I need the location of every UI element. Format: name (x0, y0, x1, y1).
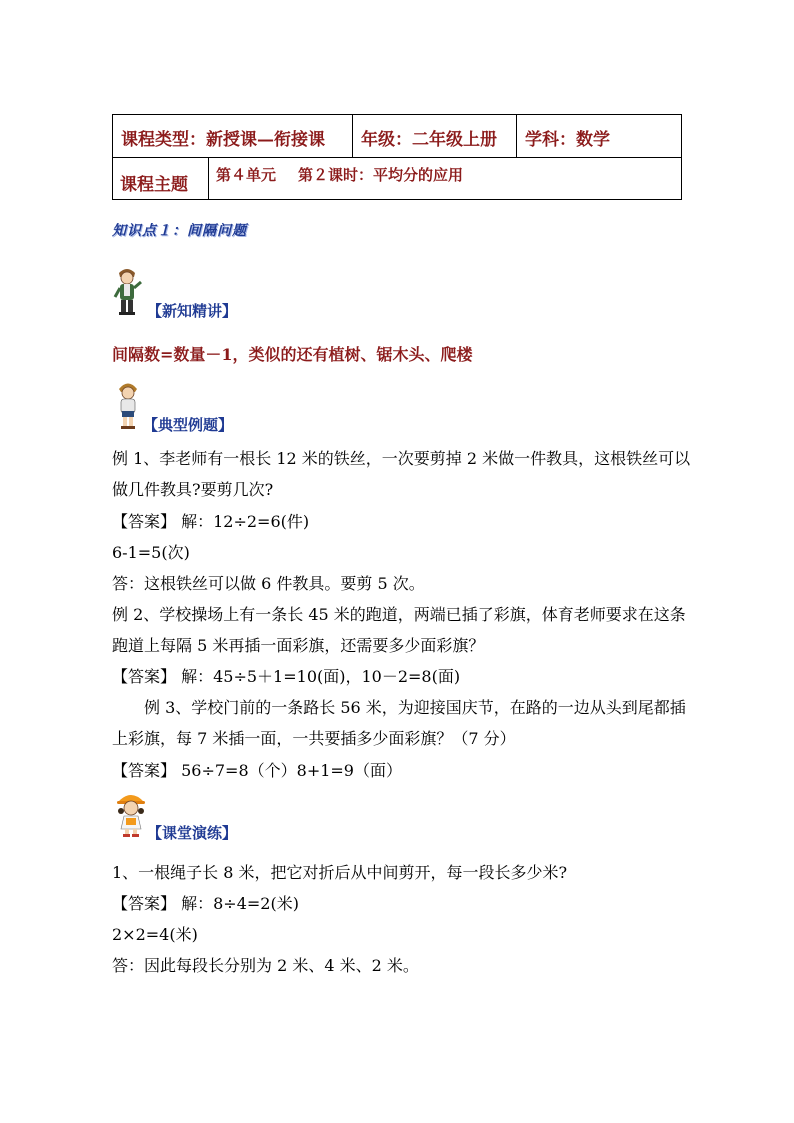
girl-figure-icon (112, 788, 150, 838)
example1-question-line2: 做几件教具?要剪几次? (112, 480, 274, 499)
example3-question-line2: 上彩旗，每 7 米插一面，一共要插多少面彩旗？（7 分） (112, 729, 516, 748)
example1-answer-line3: 答：这根铁丝可以做 6 件教具。要剪 5 次。 (112, 574, 425, 593)
answer-tag: 【答案】 (112, 667, 177, 686)
section-new-knowledge: 【新知精讲】 (147, 302, 238, 320)
section-examples: 【典型例题】 (143, 416, 234, 434)
example1-answer-line1: 解：12÷2=6(件) (176, 512, 310, 531)
example1-question-line1: 例 1、李老师有一根长 12 米的铁丝，一次要剪掉 2 米做一件教具，这根铁丝可以 (112, 449, 691, 468)
example1-answer (112, 509, 309, 532)
practice1-answer-line1: 解：8÷4=2(米) (176, 894, 299, 913)
practice1-answer-line3: 答：因此每段长分别为 2 米、4 米、2 米。 (112, 956, 419, 975)
example2-answer (112, 664, 460, 687)
practice1-question: 1、一根绳子长 8 米，把它对折后从中间剪开，每一段长多少米? (112, 863, 568, 882)
answer-tag: 【答案】 (112, 761, 177, 780)
grade: 年级：二年级上册 (353, 115, 517, 157)
topic-label: 课程主题 (113, 158, 209, 199)
student-figure-icon (112, 378, 144, 430)
practice1-answer-line2: 2×2=4(米) (112, 925, 198, 944)
example1-answer-line2: 6-1=5(次) (112, 543, 190, 562)
answer-tag: 【答案】 (112, 512, 177, 531)
header-row-2 (113, 158, 681, 199)
example3-answer-line1: 56÷7=8（个）8+1=9（面） (176, 761, 402, 780)
course-type: 课程类型：新授课—衔接课 (113, 115, 353, 157)
header-table (112, 114, 682, 200)
example3-question-line1: 例 3、学校门前的一条路长 56 米，为迎接国庆节，在路的一边从头到尾都插 (144, 698, 686, 717)
topic-lesson: 第２课时：平均分的应用 (298, 166, 464, 184)
teacher-figure-icon (110, 264, 144, 316)
subject: 学科：数学 (525, 130, 610, 150)
example3-answer (112, 758, 402, 781)
topic-unit: 第４单元 (216, 166, 277, 184)
header-row-1 (113, 115, 681, 158)
section-practice: 【课堂演练】 (147, 824, 238, 842)
example2-answer-line1: 解：45÷5＋1=10(面)，10－2=8(面) (176, 667, 461, 686)
answer-tag: 【答案】 (112, 894, 177, 913)
example2-question-line1: 例 2、学校操场上有一条长 45 米的跑道，两端已插了彩旗，体育老师要求在这条 (112, 605, 686, 624)
rule-text: 间隔数=数量－1，类似的还有植树、锯木头、爬楼 (112, 345, 473, 364)
practice1-answer (112, 891, 299, 914)
example2-question-line2: 跑道上每隔 5 米再插一面彩旗，还需要多少面彩旗？ (112, 636, 485, 655)
knowledge-point-title: 知识点１：间隔问题 (112, 223, 247, 239)
topic-value (209, 158, 681, 199)
